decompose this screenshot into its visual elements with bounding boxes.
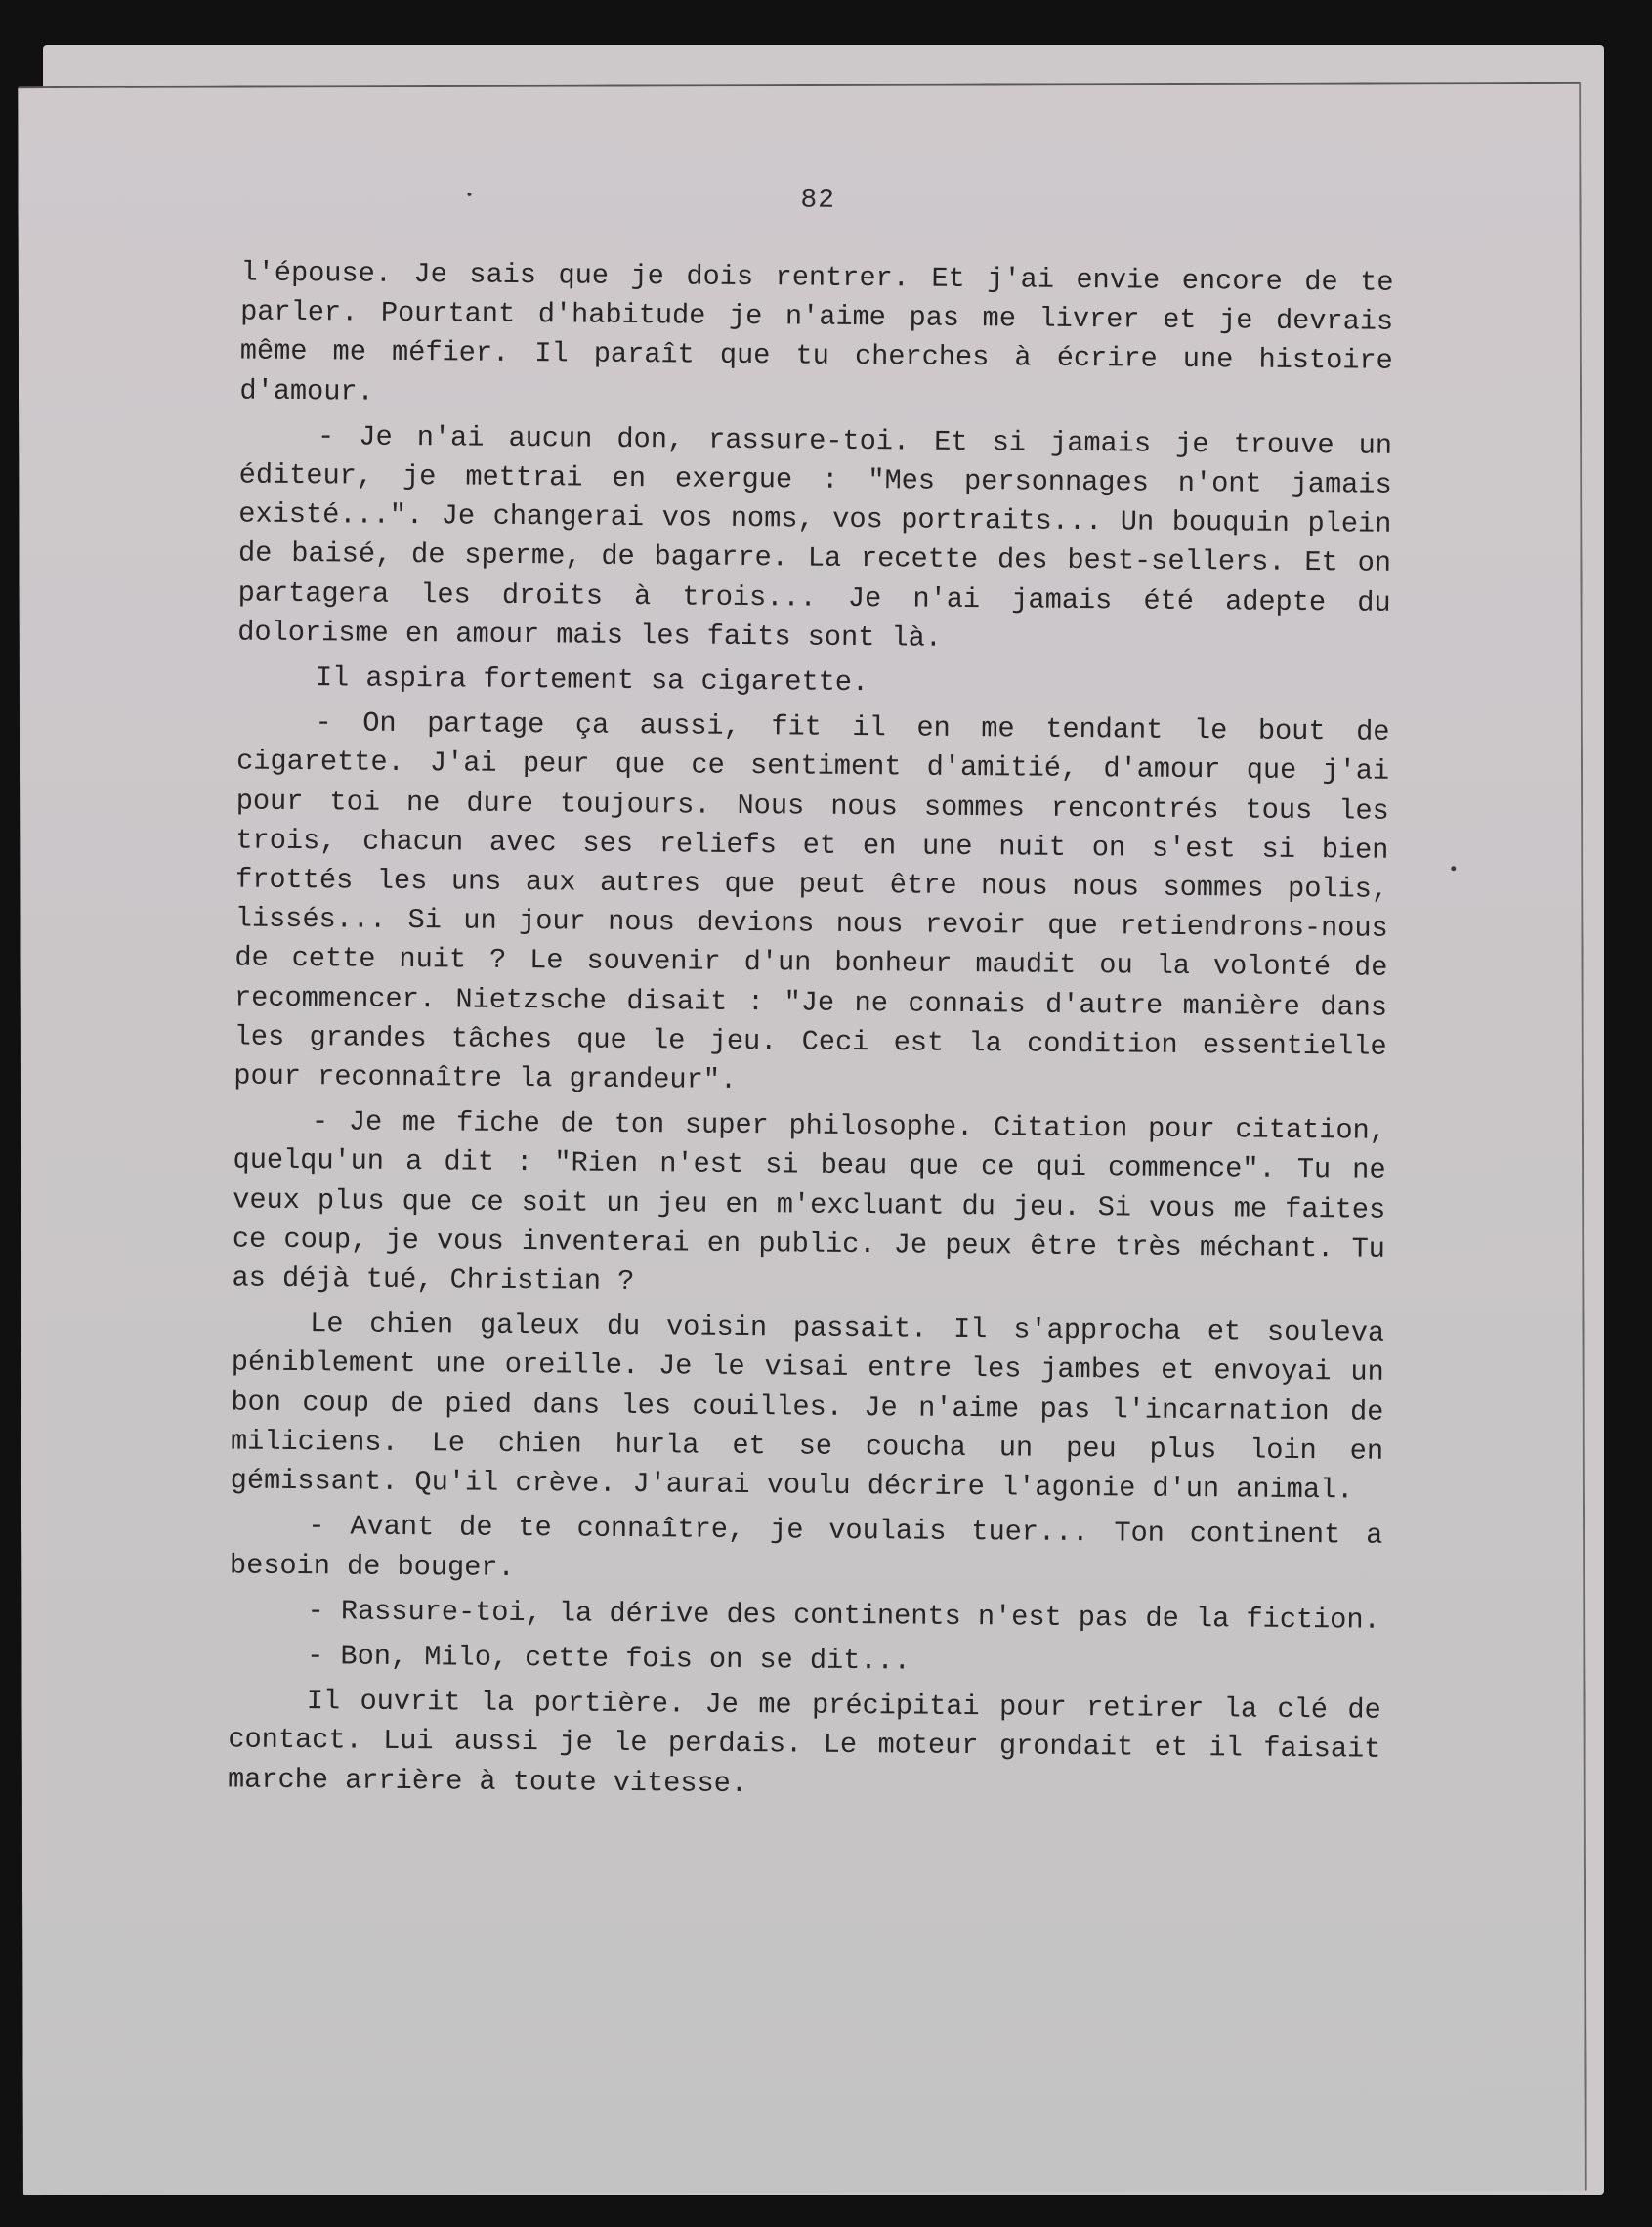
paragraph: Il aspira fortement sa cigarette. bbox=[315, 662, 869, 700]
paper-speck bbox=[1451, 866, 1456, 871]
paragraph: - Je me fiche de ton super philosophe. Citation pour citation, quelqu'un a dit : "Rien n'est si beau que ce qui commence". Tu ne veux plus que ce soit un jeu en m'excluant du jeu. Si vous me faites ce coup, je vous inventerai en public. Je peux être très méchant. Tu as déjà tué, Christian ? bbox=[232, 1105, 1387, 1299]
front-paper-sheet bbox=[18, 82, 1587, 2195]
paragraph: - On partage ça aussi, fit il en me tendant le bout de cigarette. J'ai peur que ce sentiment d'amitié, d'amour que j'ai pour toi ne dure toujours. Nous nous sommes rencontrés tous les trois, chacun avec ses reliefs et en une nuit on s'est si bien frottés les uns aux autres que peut être nous nous sommes polis, lissés... Si un jour nous devions nous revoir que retiendrons-nous de cette nuit ? Le souvenir d'un bonheur maudit ou la volonté de recommencer. Nietzsche disait : "Je ne connais d'autre manière dans les grandes tâches que le jeu. Ceci est la condition essentielle pour reconnaître la grandeur". bbox=[233, 707, 1390, 1097]
paragraph: - Je n'ai aucun don, rassure-toi. Et si jamais je trouve un éditeur, je mettrai en exergue : "Mes personnages n'ont jamais existé...". Je changerai vos noms, vos portraits... Un bouquin plein de baisé, de sperme, de bagarre. La recette des best-sellers. Et on partagera les droits à trois... Je n'ai jamais été adepte du dolorisme en amour mais les faits sont là. bbox=[237, 419, 1393, 655]
page-number: 82 bbox=[800, 185, 836, 216]
paragraph: l'épouse. Je sais que je dois rentrer. Et j'ai envie encore de te parler. Pourtant d'habitude je n'aime pas me livrer et je devrais même me méfier. Il paraît que tu cherches à écrire une histoire d'amour. bbox=[239, 256, 1394, 408]
paragraph: - Rassure-toi, la dérive des continents n'est pas de la fiction. bbox=[307, 1594, 1380, 1637]
page-body bbox=[228, 253, 1394, 1809]
typed-page bbox=[227, 87, 1395, 1800]
paragraph: - Avant de te connaître, je voulais tuer... Ton continent a besoin de bouger. bbox=[229, 1510, 1383, 1584]
paragraph: - Bon, Milo, cette fois on se dit... bbox=[307, 1640, 911, 1678]
paragraph: Le chien galeux du voisin passait. Il s'approcha et souleva péniblement une oreille. Je le visai entre les jambes et envoyai un bon coup de pied dans les couilles. Je n'aime pas l'incarnation de miliciens. Le chien hurla et se coucha un peu plus loin en gémissant. Qu'il crève. J'aurai voulu décrire l'agonie d'un animal. bbox=[230, 1307, 1385, 1507]
paragraph: Il ouvrit la portière. Je me précipitai pour retirer la clé de contact. Lui aussi je le perdais. Le moteur grondait et il faisait marche arrière à toute vitesse. bbox=[227, 1685, 1381, 1800]
